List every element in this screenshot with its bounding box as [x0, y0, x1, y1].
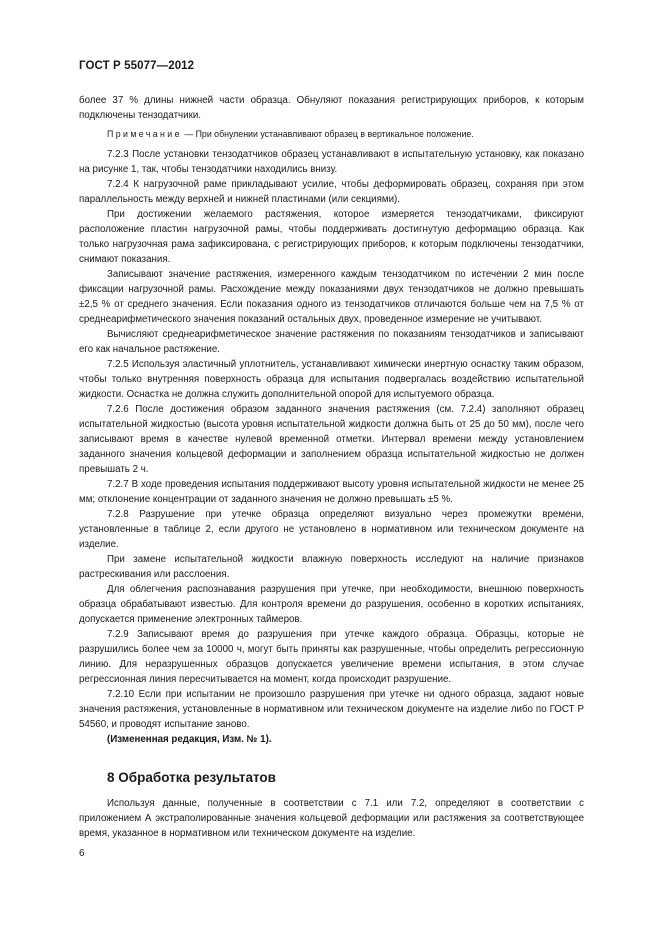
note — [79, 127, 584, 142]
clause-7-2-8-c: Для облегчения распознавания разрушения при утечке, при необходимости, внешнюю поверхность образца обрабатывают известью. Для контроля времени до разрушения, особенно в коротких испытаниях, допускается применение электронных таймеров. — [79, 584, 584, 625]
clause-7-2-8: 7.2.8 Разрушение при утечке образца определяют визуально через промежутки времени, установленные в таблице 2, если другого не установлено в нормативном или техническом документе на изделие. — [79, 509, 584, 550]
note-text: — При обнулении устанавливают образец в вертикальное положение. — [181, 129, 474, 139]
amendment-note: (Измененная редакция, Изм. № 1). — [107, 734, 272, 745]
clause-7-2-5: 7.2.5 Используя эластичный уплотнитель, устанавливают химически инертную оснастку таким образом, чтобы только внутренняя поверхность образца для испытания подвергалась воздействию испытательной жидкости. Оснастка не должна служить дополнительной опорой для испытуемого образца. — [79, 359, 584, 400]
clause-7-2-6: 7.2.6 После достижения образом заданного значения растяжения (см. 7.2.4) заполняют образец испытательной жидкостью (высота уровня испытательной жидкости должна быть от 25 до 50 мм), после чего записывают время в качестве нулевой временной отметки. Интервал времени между установлением заданного значения кольцевой деформации и заполнением образца испытательной жидкостью не должен превышать 2 ч. — [79, 404, 584, 475]
paragraph-continuation: более 37 % длины нижней части образца. Обнуляют показания регистрирующих приборов, к которым подключены тензодатчики. — [79, 95, 584, 121]
clause-7-2-4: 7.2.4 К нагрузочной раме прикладывают усилие, чтобы деформировать образец, сохраняя при этом параллельность между верхней и нижней пластинами (или секциями). — [79, 179, 584, 205]
document-header: ГОСТ Р 55077—2012 — [79, 60, 195, 72]
clause-7-2-4-b: При достижении желаемого растяжения, которое измеряется тензодатчиками, фиксируют расположение пластин нагрузочной рамы, чтобы поддерживать достигнутую деформацию образца. Как только нагрузочная рама зафиксирована, с регистрирующих приборов, к которым подключены тензодатчики, снимают показания. — [79, 209, 584, 265]
clause-7-2-4-c: Записывают значение растяжения, измеренного каждым тензодатчиком по истечении 2 мин после фиксации нагрузочной рамы. Расхождение между показаниями двух тензодатчиков не должно превышать ±2,5 % от среднего значения. Если показания одного из тензодатчиков отличаются больше чем на 7,5 % от среднеарифметического значения показаний остальных двух, проведенное измерение не учитывают. — [79, 269, 584, 325]
document-body — [79, 93, 584, 841]
clause-7-2-3: 7.2.3 После установки тензодатчиков образец устанавливают в испытательную установку, как показано на рисунке 1, так, чтобы тензодатчики находились внизу. — [79, 149, 584, 175]
page-number: 6 — [79, 848, 85, 859]
clause-7-2-8-b: При замене испытательной жидкости влажную поверхность исследуют на наличие признаков растрескивания или расслоения. — [79, 554, 584, 580]
section-8-paragraph: Используя данные, полученные в соответствии с 7.1 или 7.2, определяют в соответствии с приложением А экстраполированные значения кольцевой деформации или растяжения за соответствующее время, указанное в нормативном или техническом документе на изделие. — [79, 798, 584, 839]
clause-7-2-7: 7.2.7 В ходе проведения испытания поддерживают высоту уровня испытательной жидкости не менее 25 мм; отклонение концентрации от заданного значения не должно превышать ±5 %. — [79, 479, 584, 505]
clause-7-2-4-d: Вычисляют среднеарифметическое значение растяжения по показаниям тензодатчиков и записывают его как начальное растяжение. — [79, 329, 584, 355]
note-label: Примечание — [107, 129, 182, 139]
clause-7-2-10: 7.2.10 Если при испытании не произошло разрушения при утечке ни одного образца, задают новые значения растяжения, установленные в нормативном или техническом документе на изделие либо по ГОСТ Р 54560, и проводят испытание заново. — [79, 689, 584, 730]
clause-7-2-9: 7.2.9 Записывают время до разрушения при утечке каждого образца. Образцы, которые не разрушились более чем за 10000 ч, могут быть приняты как разрушенные, чтобы определить регрессионную линию. Для неразрушенных образцов допускается увеличение времени испытания, в этом случае регрессионная линия пересчитывается на момент, когда происходит разрушение. — [79, 629, 584, 685]
section-8-title: 8 Обработка результатов — [107, 770, 276, 785]
